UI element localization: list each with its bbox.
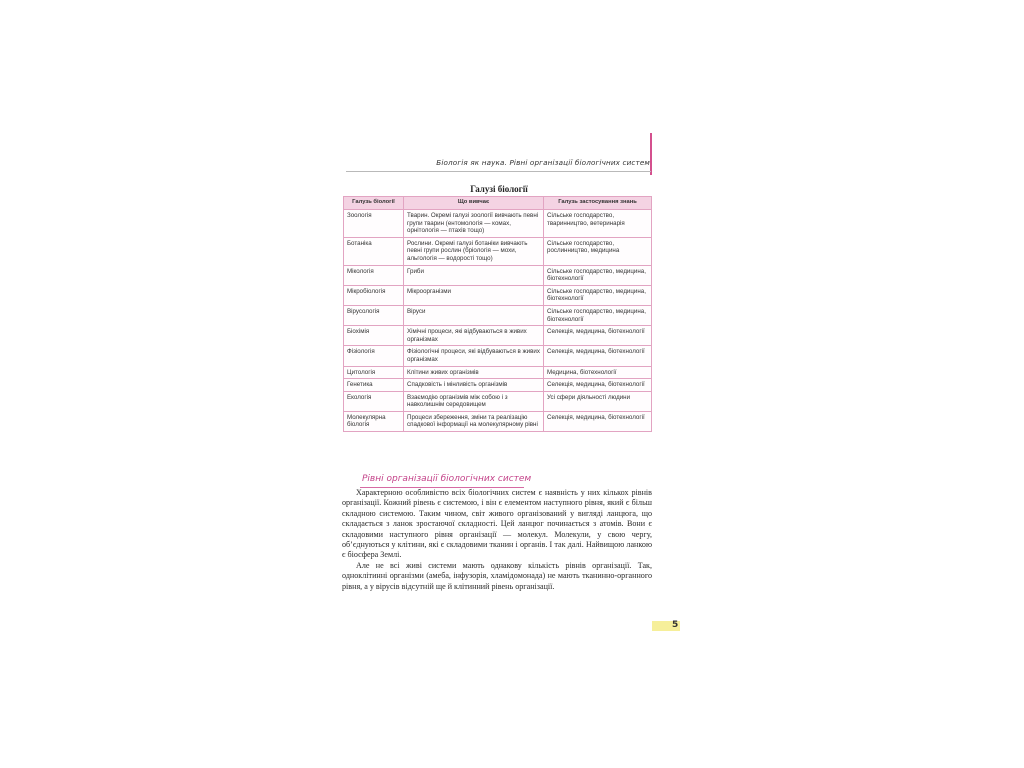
table-cell: Хімічні процеси, які відбуваються в живих організмах (404, 326, 544, 346)
table-row (344, 265, 652, 285)
table-cell: Селекція, медицина, біотехнології (544, 346, 652, 366)
table-row (344, 285, 652, 305)
table-cell: Біохімія (344, 326, 404, 346)
header-rule (346, 171, 651, 172)
table-row (344, 411, 652, 431)
table-cell: Віруси (404, 305, 544, 325)
table-cell: Сільське господарство, рослинництво, медицина (544, 237, 652, 265)
table-cell: Клітини живих організмів (404, 366, 544, 379)
table-cell: Сільське господарство, тваринництво, ветеринарія (544, 210, 652, 238)
table-cell: Цитологія (344, 366, 404, 379)
table-cell: Вірусологія (344, 305, 404, 325)
table-cell: Мікроорганізми (404, 285, 544, 305)
column-header: Що вивчає (404, 197, 544, 210)
table-cell: Процеси збереження, зміни та реалізацію спадкової інформації на молекулярному рівні (404, 411, 544, 431)
table-row (344, 326, 652, 346)
body-text (342, 488, 652, 592)
table-cell: Мікологія (344, 265, 404, 285)
table-cell: Екологія (344, 391, 404, 411)
paragraph: Характерною особливістю всіх біологічних систем є наявність у них кількох рівнів організації. Кожний рівень є системою, і він є елементом наступного рівня, який є більш складною системою. Таким чином, світ живого організований у вигляді ланцюга, що складається з ланок зростаючої складності. Цей ланцюг починається з атомів. Вони є складовими наступного рівня організації — молекул. Молекули, у свою чергу, об’єднуються у клітини, які є складовими тканин і органів. І так далі. Найвищою ланкою є біосфера Землі. (342, 488, 652, 560)
table-cell: Рослини. Окремі галузі ботаніки вивчають певні групи рослин (бріологія — мохи, альгологія — водорості тощо) (404, 237, 544, 265)
column-header: Галузь біології (344, 197, 404, 210)
table-cell: Селекція, медицина, біотехнології (544, 326, 652, 346)
table-title: Галузі біології (470, 184, 528, 194)
column-header: Галузь застосування знань (544, 197, 652, 210)
table-cell: Гриби (404, 265, 544, 285)
table-row (344, 305, 652, 325)
table-cell: Фізіологічні процеси, які відбуваються в живих організмах (404, 346, 544, 366)
table-cell: Генетика (344, 379, 404, 392)
table-cell: Усі сфери діяльності людини (544, 391, 652, 411)
table-row (344, 366, 652, 379)
table-cell: Ботаніка (344, 237, 404, 265)
table-cell: Мікробіологія (344, 285, 404, 305)
table-cell: Взаємодію організмів між собою і з навколишнім середовищем (404, 391, 544, 411)
table-cell: Медицина, біотехнології (544, 366, 652, 379)
biology-branches-table (343, 196, 652, 432)
table-cell: Сільське господарство, медицина, біотехнології (544, 265, 652, 285)
table-row (344, 346, 652, 366)
table-row (344, 379, 652, 392)
running-header: Біологія як наука. Рівні організації біологічних систем (436, 158, 650, 167)
paragraph: Але не всі живі системи мають однакову кількість рівнів організації. Так, одноклітинні організми (амеба, інфузорія, хламідомонада) не мають тканинно-органного рівня, а у вірусів відсутній ще й клітинний рівень організації. (342, 560, 652, 591)
table-cell: Сільське господарство, медицина, біотехнології (544, 305, 652, 325)
table-cell: Селекція, медицина, біотехнології (544, 411, 652, 431)
page-number: 5 (672, 620, 679, 630)
edge-accent-line (650, 133, 652, 175)
table-row (344, 210, 652, 238)
table-row (344, 237, 652, 265)
table-cell: Зоологія (344, 210, 404, 238)
table-cell: Фізіологія (344, 346, 404, 366)
table-cell: Селекція, медицина, біотехнології (544, 379, 652, 392)
table-cell: Тварин. Окремі галузі зоології вивчають певні групи тварин (ентомологія — комах, орнітологія — птахів тощо) (404, 210, 544, 238)
table-row (344, 391, 652, 411)
table-cell: Спадковість і мінливість організмів (404, 379, 544, 392)
table-cell: Сільське господарство, медицина, біотехнології (544, 285, 652, 305)
section-heading: Рівні організації біологічних систем (362, 474, 532, 484)
table-cell: Молекулярна біологія (344, 411, 404, 431)
table-header-row (344, 197, 652, 210)
